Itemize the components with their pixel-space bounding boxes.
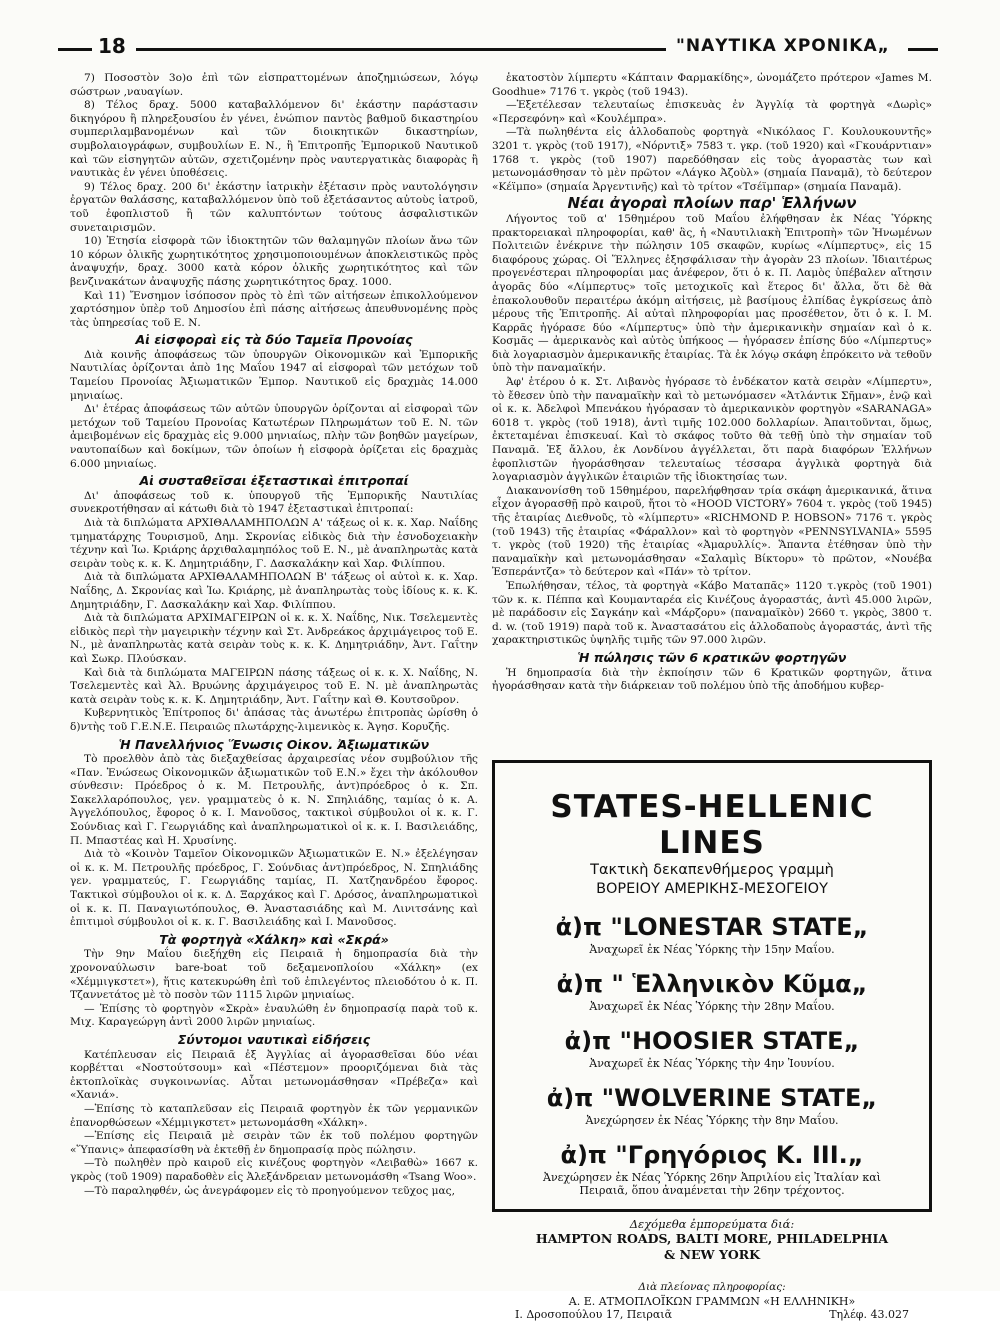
ship-departure: Ἀνεχώρησεν ἐκ Νέας Ὑόρκης τὴν 8ην Μαΐου. [585,1114,839,1127]
paragraph: Τὴν 9ην Μαΐου διεξήχθη εἰς Πειραιᾶ ἡ δημοπρασία διὰ τὴν χρονοναύλωσιν bare-boat τοῦ δεξαμενοπλοίου «Χάλκη» (ex «Χέμμιγκστετ»), ἥτις κατεκυρώθη ἐπὶ τοῦ ἐπιλεγέντος πλειοδότου ὁ κ. Π. Τζαννετάτος μὲ τὸ ποσὸν τῶν 1115 λιρῶν μηνιαίως. [70,948,478,1002]
paragraph: —Ἐξετέλεσαν τελευταίως ἐπισκευὰς ἐν Ἀγγλίᾳ τὰ φορτηγὰ «Δωρὶς» «Περσεφόνη» καὶ «Κουλέμπρα». [492,99,932,125]
paragraph: —Τὸ πωληθὲν πρὸ καιροῦ εἰς κινέζους φορτηγὸν «Λειβαθὼ» 1667 κ. γκρὸς (τοῦ 1909) παραδοθὲν εἰς Ἀλεξάνδρειαν μετωνομάσθη «Tsang Woo». [70,1157,478,1183]
paragraph: 8) Τέλος δραχ. 5000 καταβαλλόμενον δι' ἑκάστην παράστασιν δικηγόρου ἢ πληρεξουσίου ἐν γένει, ἐνώπιον παντὸς βαθμοῦ δικαστηρίου συμπεριλαμβανομένων καὶ τῶν διοικητικῶν δικαστηρίων, συμβολαιογράφων, συμβουλίων Ε. Ν., ἢ Ἐπιτροπῆς Ἐμπορικοῦ Ναυτικοῦ καὶ τῶν εἰσηγητῶν αὐτῶν, σχετιζομένην πρὸς ναυτεργατικὰς διαφορὰς ἢ ναυτικὰς ἐν γένει ὑποθέσεις. [70,99,478,180]
ad-ports: & NEW YORK [663,1247,761,1262]
paragraph: Διὰ τὰ διπλώματα ΑΡΧΙΜΑΓΕΙΡΩΝ οἱ κ. κ. Χ. Ναΐδης, Νικ. Τσελεμεντὲς εἰδικὸς περὶ τὴν μαγειρικὴν τέχνην καὶ Στ. Ἀνδρεάκος ἀρχιμάγειρος τοῦ Ε. Ν., μὲ ἀναπληρωτὰς κατὰ σειρὰν τοὺς κ. κ. Κ. Δημητριάδην, Ἀντ. Γαΐτην καὶ Σωκρ. Πλούσκαν. [70,612,478,665]
ad-title: STATES-HELLENIC LINES [550,789,874,861]
paragraph: Διὰ κοινῆς ἀποφάσεως τῶν ὑπουργῶν Οἰκονομικῶν καὶ Ἐμπορικῆς Ναυτιλίας ὁρίζονται ἀπὸ 1ης Μαΐου 1947 αἱ εἰσφοραὶ τῶν μετόχων τοῦ Ταμείου Προνοίας Ἀξιωματικῶν Ἐμπορ. Ναυτικοῦ εἰς δραχμὰς 14.000 μηνιαίως. [70,348,478,402]
section-heading: Τὰ φορτηγὰ «Χάλκη» καὶ «Σκρά» [159,931,389,947]
paragraph: Δι' ἀποφάσεως τοῦ κ. ὑπουργοῦ τῆς Ἐμπορικῆς Ναυτιλίας συνεκροτήθησαν αἱ κάτωθι διὰ τὸ 1947 ἐξεταστικαὶ ἐπιτροπαί: [70,489,478,516]
section-heading: Ἡ πώλησις τῶν 6 κρατικῶν φορτηγῶν [577,649,847,665]
ship-name: ἀ)π " Ἑλληνικὸν Κῦμα„ [556,970,868,998]
paragraph: Κατέπλευσαν εἰς Πειραιᾶ ἐξ Ἀγγλίας αἱ ἀγορασθεῖσαι δύο νέαι κορβέτται «Νοστούτσουμ» καὶ «Πέστεμον» προοριζόμεναι διὰ τὰς ἐκτοπλοϊκὰς συγκοινωνίας. Αὗται μετωνομάσθησαν «Πρέβεζα» καὶ «Χανιά». [70,1048,478,1102]
section-heading: Αἱ συσταθεῖσαι ἐξεταστικαὶ ἐπιτροπαί [139,473,409,489]
paragraph: ἑκατοστὸν λίμπερτυ «Κάπταιν Φαρμακίδης», ὠνομάζετο πρότερον «James M. Goodhue» 7176 τ. γκρὸς (τοῦ 1943). [492,72,932,98]
ad-address-line [495,1308,929,1321]
paragraph: 10) Ἐτησία εἰσφορὰ τῶν ἰδιοκτητῶν τῶν θαλαμηγῶν πλοίων ἄνω τῶν 10 κόρων ὁλικῆς χωρητικότητος χρησιμοποιουμένων ἀποκλειστικῶς πρὸς ἀναψυχήν, δραχ. 3000 κατὰ κόρον ὁλικῆς χωρητικότητος καὶ τῶν βενζινακάτων ἀναψυχῆς πάσης χωρητικότητος δραχ. 1000. [70,235,478,288]
ad-ports: HAMPTON ROADS, BALTI MORE, PHILADELPHIA [535,1231,889,1246]
right-column [492,72,932,694]
advertisement-box [492,760,932,1321]
header-rule-right [908,48,938,51]
ad-subtitle: Τακτικὴ δεκαπενθήμερος γραμμὴ [590,862,834,878]
paragraph: Ἀφ' ἑτέρου ὁ κ. Στ. Λιβανὸς ἠγόρασε τὸ ἑνδέκατον κατὰ σειρὰν «Λίμπερτυ», τὸ ἔθεσεν ὑπὸ τὴν παναμαϊκὴν καὶ τὸ μετωνόμασεν «Ἀτλάντικ Σῆμαν», ἐνῷ καὶ οἱ κ. κ. Ἀδελφοὶ Μπενάκου ἠγόρασαν τὸ ἀμερικανικὸν φορτηγὸν «SARANAGA» 6018 τ. γκρὸς (τοῦ 1918), ἀντὶ τιμῆς 102.000 δολλαρίων. Ἀπαιτοῦνται, ὅμως, ἐκτεταμέναι ἐπισκευαί. Καὶ τὸ σκάφος τοῦτο θὰ τεθῇ ὑπὸ τὴν σημαίαν τοῦ Παναμᾶ. Ἐξ ἄλλου, ἐκ Λονδίνου ἀγγέλλεται, ὅτι παρὰ διαφόρων Ἑλλήνων ἐφοπλιστῶν ἠγοράσθησαν τελευταίως τέσσαρα ἀγγλικὰ φορτηγὰ διὰ λογαριασμὸν ἀγγλικῶν ἑταιριῶν τῆς ἰδιοκτησίας των. [492,376,932,484]
header-rule-middle [136,48,666,51]
magazine-title: "ΝΑΥΤΙΚΑ ΧΡΟΝΙΚΑ„ [676,36,890,56]
paragraph: Καὶ διὰ τὰ διπλώματα ΜΑΓΕΙΡΩΝ πάσης τάξεως οἱ κ. κ. Χ. Ναΐδης, Ν. Τσελεμεντὲς καὶ Ἀλ. Βρυώνης ἀρχιμάγειρος τοῦ Ε. Ν. μὲ ἀναπληρωτὰς κατὰ σειρὰν τοὺς κ. κ. Κ. Δημητριάδην, Ἀντ. Γαΐτην καὶ Θ. Κουτσοῦρον. [70,666,478,706]
paragraph: Διὰ τὰ διπλώματα ΑΡΧΙΘΑΛΑΜΗΠΟΛΩΝ Α' τάξεως οἱ κ. κ. Χαρ. Ναΐδης τμηματάρχης Τουρισμοῦ, Δημ. Σκρονίας εἰδικὸς διὰ τὴν ἐσνοδοχειακὴν τέχνην καὶ Ἰω. Κριάρης ἀρχιθαλαμηπόλος τοῦ Ε. Ν., μὲ ἀναπληρωτὰς κατὰ σειρὰν τοὺς κ. κ. Κ. Δημητριάδην, Γ. Δασκαλάκην καὶ Χαρ. Φιλίππου. [70,517,478,570]
paragraph: Λήγοντος τοῦ α' 15θημέρου τοῦ Μαΐου ἐλήφθησαν ἐκ Νέας Ὑόρκης πρακτορειακαὶ πληροφορίαι, καθ' ἃς, ἡ «Ναυτιλιακὴ Ἐπιτροπὴ» τῶν Ἡνωμένων Πολιτειῶν ἐνέκρινε τὴν πώλησιν 105 σκαφῶν, κυρίως «Λίμπερτυς», εἰς 15 διαφόρους χώρας. Οἱ Ἕλληνες ἐξησφάλισαν τὴν ἀγορὰν 23 πλοίων. Ἰδιαιτέρως προγενέστεραι πληροφορίαι μας ἀνέφερον, ὅτι ὁ κ. Π. Λαμὸς ὑπέβαλεν αἴτησιν ἀγορᾶς δύο «Λίμπερτυς» τοῖς μετοχικοῖς καὶ ἕτερος δι' ἄλλα, ὅτι δὲ θὰ ἐπακολουθοῦν περαιτέρω ἀκόμη αἰτήσεις, μὲ βασίμους ἐλπίδας ἐγκρίσεως ἀπὸ μέρους τῆς Ἐπιτροπῆς. Αἱ αὐταὶ πληροφορίαι μας προσέθετον, ὅτι ὁ κ. Ι. Μ. Καρρᾶς ἠγόρασε δύο «Λίμπερτυς» ὑπὸ τὴν ἀμερικανικὴν σημαίαν καὶ ὁ κ. Κοσμᾶς — ἀμερικανὸς καὶ αὐτὸς ὑπήκοος — ἠγόρασεν ἐπίσης δύο «Λίμπερτυς» διὰ λογαριασμὸν ἀμερικανικῆς ἑταιρίας. Τὰ ἐκ λόγῳ σκάφη ἐπρόκειτο νὰ τεθοῦν ὑπὸ τὴν παναμαϊκήν. [492,212,932,375]
ship-departure: Ἀναχωρεῖ ἐκ Νέας Ὑόρκης τὴν 4ην Ἰουνίου. [589,1057,835,1070]
ship-departure: Ἀναχωρεῖ ἐκ Νέας Ὑόρκης τὴν 15ην Μαΐου. [589,943,835,956]
paragraph: 7) Ποσοστὸν 3ο)ο ἐπὶ τῶν εἰσπραττομένων ἀποζημιώσεων, λόγῳ σώστρων ,ναυαγίων. [70,72,478,98]
paragraph: —Ἐπίσης τὸ καταπλεῦσαν εἰς Πειραιᾶ φορτηγὸν ἐκ τῶν γερμανικῶν ἐπανορθώσεων «Χέμμιγκστετ» μετωνομάσθη «Χάλκη». [70,1102,478,1129]
left-column [70,72,478,1198]
header-rule-left [58,48,92,51]
ship-name: ἀ)π "Γρηγόριος Κ. III.„ [560,1141,864,1169]
paragraph: Διὰ τὰ διπλώματα ΑΡΧΙΘΑΛΑΜΗΠΟΛΩΝ Β' τάξεως οἱ αὐτοὶ κ. κ. Χαρ. Ναΐδης, Δ. Σκρονίας καὶ Ἰω. Κριάρης, μὲ ἀναπληρωτὰς τοὺς ἰδίους κ. κ. Κ. Δημητριάδην, Γ. Δασκαλάκην καὶ Χαρ. Φιλίππου. [70,571,478,611]
ship-name: ἀ)π "LONESTAR STATE„ [555,913,869,941]
paragraph: —Τὸ παραληφθέν, ὡς ἀνεγράφομεν εἰς τὸ προηγούμενον τεῦχος μας, [84,1184,455,1197]
paragraph: Κυβερνητικὸς Ἐπίτροπος δι' ἁπάσας τὰς ἀνωτέρω ἐπιτροπὰς ὡρίσθη ὁ δ)ντὴς τοῦ Γ.Ε.Ν.Ε. Πειραιῶς πλωτάρχης-λιμενικὸς κ. Ἀγησ. Κορυζῆς. [70,707,478,733]
paragraph: —Τὰ πωληθέντα εἰς ἀλλοδαποὺς φορτηγὰ «Νικόλαος Γ. Κουλουκουντῆς» 3201 τ. γκρὸς (τοῦ 1917), «Νόρντιξ» 7583 τ. γκρ. (τοῦ 1920) καὶ «Γκουάρντιαν» 1768 τ. γκρὸς (τοῦ 1907) παρεδόθησαν εἰς τοὺς ἀγοραστὰς των καὶ μετωνομάσθησαν τὸ μὲν πρῶτον «Λάγκο Ἀζοὺλ» (σημαία Παναμᾶ), τὸ δεύτερον «Κέϊμπο» (σημαία Ἀργεντινῆς) καὶ τὸ τρίτον «Τσέϊμπαρ» (σημαία Παναμᾶ). [492,126,932,193]
ad-subtitle: ΒΟΡΕΙΟΥ ΑΜΕΡΙΚΗΣ-ΜΕΣΟΓΕΙΟΥ [596,881,828,897]
ship-name: ἀ)π "WOLVERINE STATE„ [546,1084,878,1112]
paragraph: —Ἐπίσης εἰς Πειραιᾶ μὲ σειρὰν τῶν ἐκ τοῦ πολέμου φορτηγῶν «Ὕπανις» ἀπεφασίσθη νὰ ἐκτεθῇ ἐν δημοπρασίᾳ πρὸς πώλησιν. [70,1130,478,1156]
paragraph: Ἡ δημοπρασία διὰ τὴν ἐκποίησιν τῶν 6 Κρατικῶν φορτηγῶν, ἅτινα ἠγοράσθησαν κατὰ τὴν διάρκειαν τοῦ πολέμου ὑπὸ τῆς ἀποδήμου κυβερ- [492,666,932,693]
ad-phone: Τηλέφ. 43.027 [829,1308,909,1321]
section-heading: Νέαι ἀγοραὶ πλοίων παρ' Ἑλλήνων [567,194,857,213]
page-number: 18 [98,34,126,58]
section-heading: Ἡ Πανελλήνιος Ἕνωσις Οἰκον. Ἀξιωματικῶν [118,736,430,752]
ad-accept-label: Δεχόμεθα ἐμπορεύματα διά: [629,1217,795,1231]
ship-departure: Ἀναχωρεῖ ἐκ Νέας Ὑόρκης τὴν 28ην Μαΐου. [589,1000,835,1013]
paragraph: Τὸ προελθὸν ἀπὸ τὰς διεξαχθείσας ἀρχαιρεσίας νέον συμβούλιον τῆς «Παν. Ἑνώσεως Οἰκονομικῶν ἀξιωματικῶν τοῦ Ε.Ν.» ἔχει τὴν ἀκόλουθον σύνθεσιν: Πρόεδρος ὁ κ. Μ. Πετρουλῆς, ἀντ)πρόεδρος ὁ κ. Σπ. Σακελλαρόπουλος, γεν. γραμματεὺς ὁ κ. Ν. Σπηλιάδης, ταμίας ὁ κ. Α. Ἀγγελόπουλος, ἔφορος ὁ κ. Ι. Μανοῦσος, τακτικοὶ σύμβουλοι οἱ κ. κ. Γ. Σούνδιας καὶ Γ. Γεωργιάδης καὶ ἀναπληρωματικοὶ οἱ κ. κ. Ι. Βασιλειάδης, Π. Μπαστέας καὶ Η. Χρυσίνης. [70,753,478,847]
ship-departure: Ἀνεχώρησεν ἐκ Νέας Ὑόρκης 26ην Ἀπριλίου εἰς Ἰταλίαν καὶ Πειραιᾶ, ὅπου ἀναμένεται τὴν 26ην τρέχοντος. [543,1171,881,1197]
paragraph: Ἐπωλήθησαν, τέλος, τὰ φορτηγὰ «Κάβο Ματαπᾶς» 1120 τ.γκρὸς (τοῦ 1901) τῶν κ. κ. Πέππα καὶ Κουμανταρέα εἰς Κινέζους ἀγοραστάς, ἀντὶ 45.000 λιρῶν, μὲ παράδοσιν εἰς Σαγκάην καὶ «Μάρζορυ» (παναμαϊκὸν) 2660 τ. γκρὸς, 3800 τ. d. w. (τοῦ 1919) παρὰ τοῦ κ. Ἀναστασάτου εἰς ἀλλοδαποὺς ἀγοραστάς, ἀντὶ τῆς χαρακτηριστικῶς ὑψηλῆς τιμῆς τῶν 97.000 λιρῶν. [492,579,932,647]
paragraph: Δι' ἑτέρας ἀποφάσεως τῶν αὐτῶν ὑπουργῶν ὁρίζονται αἱ εἰσφοραὶ τῶν μετόχων τοῦ Ταμείου Προνοίας Κατωτέρων Πληρωμάτων τοῦ Ε. Ν. τῶν ἀμειβομένων εἰς δραχμὰς εἰς 9.000 μηνιαίως, πλὴν τῶν βοηθῶν μαγείρων, ναυτοπαίδων καὶ δοκίμων, τῶν ὁποίων ἡ εἰσφορὰ ὁρίζεται εἰς δραχμὰς 6.000 μηνιαίως. [70,403,478,470]
paragraph: Διὰ τὸ «Κοινὸν Ταμεῖον Οἰκονομικῶν Ἀξιωματικῶν Ε. Ν.» ἐξελέγησαν οἱ κ. κ. Μ. Πετρουλῆς πρόεδρος, Γ. Σούνδιας ἀντ)πρόεδρος, Ν. Σπηλιάδης γεν. γραμματεύς, Γ. Γεωργιάδης ταμίας, Π. Χατζηανδρέου ἔφορος. Τακτικοὶ σύμβουλοι οἱ κ. κ. Δ. Ξαρχάκος καὶ Γ. Δρόσος, ἀναπληρωματικοὶ οἱ κ. κ. Π. Παναγιωτόπουλος, Θ. Ἀναστασιάδης καὶ Μ. Λινιτσάνης καὶ ἐπιτιμοὶ σύμβουλοι οἱ κ. κ. Γ. Βασιλειάδης καὶ Ι. Μανοῦσος. [70,848,478,929]
ad-address: Ι. Δροσοπούλου 17, Πειραιᾶ [515,1308,673,1321]
paragraph: Καὶ 11) Ἔνσημον ἰσόποσον πρὸς τὸ ἐπὶ τῶν αἰτήσεων ἐπικολλούμενον χαρτόσημον ὑπὲρ τοῦ Δημοσίου ἐπὶ πάσης αἰτήσεως ἀπευθυνομένης πρὸς τὰς ὑπηρεσίας τοῦ Ε. Ν. [70,289,478,329]
paragraph: — Ἐπίσης τὸ φορτηγὸν «Σκρὰ» ἐναυλώθη ἐν δημοπρασίᾳ παρὰ τοῦ κ. Μιχ. Καραγεώργη ἀντὶ 2000 λιρῶν μηνιαίως. [70,1002,478,1029]
paragraph: 9) Τέλος δραχ. 200 δι' ἑκάστην ἰατρικὴν ἐξέτασιν πρὸς ναυτολόγησιν ἐργατῶν θαλάσσης, καταβαλλόμενον ὑπὸ τοῦ ἐξετάσαντος αὐτοὺς ἰατροῦ, τοῦ ἐφοπλιστοῦ ἢ τῶν καλυπτόντων τούτους ἀσφαλιστικῶν συνεταιρισμῶν. [70,180,478,234]
paragraph: Διακανονίσθη τοῦ 15θημέρου, παρελήφθησαν τρία σκάφη ἀμερικανικά, ἅτινα εἶχον ἀγορασθῇ πρὸ καιροῦ, ἤτοι τὸ «HOOD VICTORY» 7604 τ. γκρὸς (τοῦ 1945) τῆς ἑταιρίας Διεθνοῦς, τὸ «λίμπερτυ» «RICHMOND P. HOBSON» 7176 τ. γκρὸς (τοῦ 1943) τῆς ἑταιρίας «Φάραλλον» καὶ τὸ φορτηγὸν «PENNSYLVANIA» 5595 τ. γκρὸς (τοῦ 1920) τῆς ἑταιρίας «Ἀμαρυλλίς». Ἅπαντα ἐτέθησαν ὑπὸ τὴν παναμαϊκὴν καὶ μετωνομάσθησαν «Σαλαμὶς Βίκτορυ» τὸ πρῶτον, «Νουέβα Ἐσπεράντζα» τὸ δεύτερον καὶ «Πάν» τὸ τρίτον. [492,484,932,579]
section-heading: Αἱ εἰσφοραὶ εἰς τὰ δύο Ταμεῖα Προνοίας [135,332,413,348]
ad-agent: Α. Ε. ΑΤΜΟΠΛΟΪΚΩΝ ΓΡΑΜΜΩΝ «Η ΕΛΛΗΝΙΚΗ» [568,1295,856,1308]
ship-name: ἀ)π "HOOSIER STATE„ [564,1027,860,1055]
page-header [58,34,938,64]
section-heading: Σύντομοι ναυτικαὶ εἰδήσεις [177,1031,371,1047]
ad-info-label: Διὰ πλείονας πληροφορίας: [638,1281,786,1293]
